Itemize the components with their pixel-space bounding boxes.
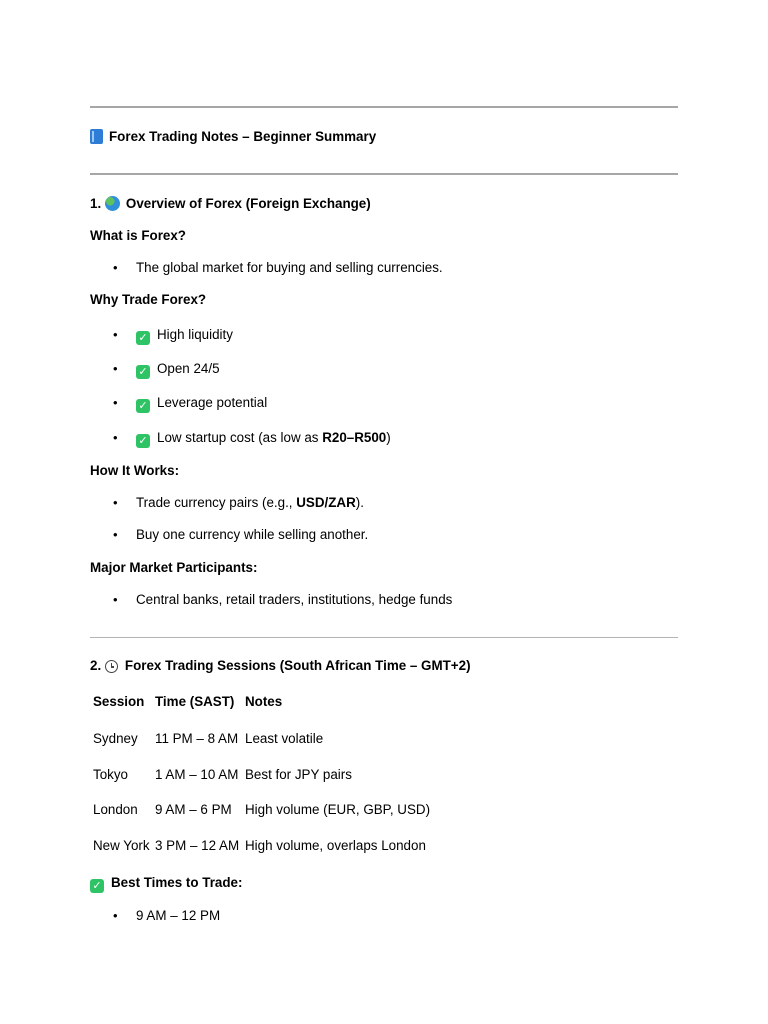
list-item: 9 AM – 12 PM [136,908,221,923]
table-cell: Tokyo [93,767,128,782]
table-cell: 3 PM – 12 AM [155,838,240,853]
check-icon: ✓ [136,365,150,379]
bullet-icon: • [113,327,118,342]
book-icon [90,129,103,144]
table-cell: Least volatile [245,731,324,746]
list-item: Buy one currency while selling another. [136,527,369,542]
divider [90,173,678,175]
check-icon: ✓ [136,331,150,345]
check-icon: ✓ [136,434,150,448]
check-icon: ✓ [90,879,104,893]
divider [90,106,678,108]
how-it-works-heading: How It Works: [90,463,180,478]
best-times-heading: ✓ Best Times to Trade: [90,874,242,893]
document-title: Forex Trading Notes – Beginner Summary [90,128,376,146]
table-cell: 1 AM – 10 AM [155,767,239,782]
table-cell: Sydney [93,731,138,746]
list-item: ✓ Open 24/5 [136,360,220,379]
list-item: ✓ Low startup cost (as low as R20–R500) [136,429,391,448]
check-icon: ✓ [136,399,150,413]
table-header-session: Session [93,694,145,709]
list-item: The global market for buying and selling currencies. [136,260,443,275]
bullet-icon: • [113,430,118,445]
table-header-notes: Notes [245,694,283,709]
participants-heading: Major Market Participants: [90,560,258,575]
why-trade-heading: Why Trade Forex? [90,292,207,307]
table-cell: 11 PM – 8 AM [155,731,239,746]
bullet-icon: • [113,908,118,923]
section-1-heading: 1. Overview of Forex (Foreign Exchange) [90,196,371,211]
table-cell: Best for JPY pairs [245,767,352,782]
table-cell: New York [93,838,150,853]
table-cell: 9 AM – 6 PM [155,802,232,817]
what-is-forex-heading: What is Forex? [90,228,186,243]
table-header-time: Time (SAST) [155,694,235,709]
list-item: Trade currency pairs (e.g., USD/ZAR). [136,495,364,510]
globe-icon [105,196,120,211]
bullet-icon: • [113,260,118,275]
divider [90,637,678,638]
bullet-icon: • [113,361,118,376]
table-cell: High volume (EUR, GBP, USD) [245,802,431,817]
list-item: Central banks, retail traders, institutions, hedge funds [136,592,453,607]
section-2-heading: 2. Forex Trading Sessions (South African Time – GMT+2) [90,658,471,673]
bullet-icon: • [113,495,118,510]
list-item: ✓ Leverage potential [136,394,267,413]
clock-icon [105,660,118,673]
bullet-icon: • [113,527,118,542]
table-cell: High volume, overlaps London [245,838,426,853]
list-item: ✓ High liquidity [136,326,233,345]
table-cell: London [93,802,138,817]
bullet-icon: • [113,395,118,410]
bullet-icon: • [113,592,118,607]
